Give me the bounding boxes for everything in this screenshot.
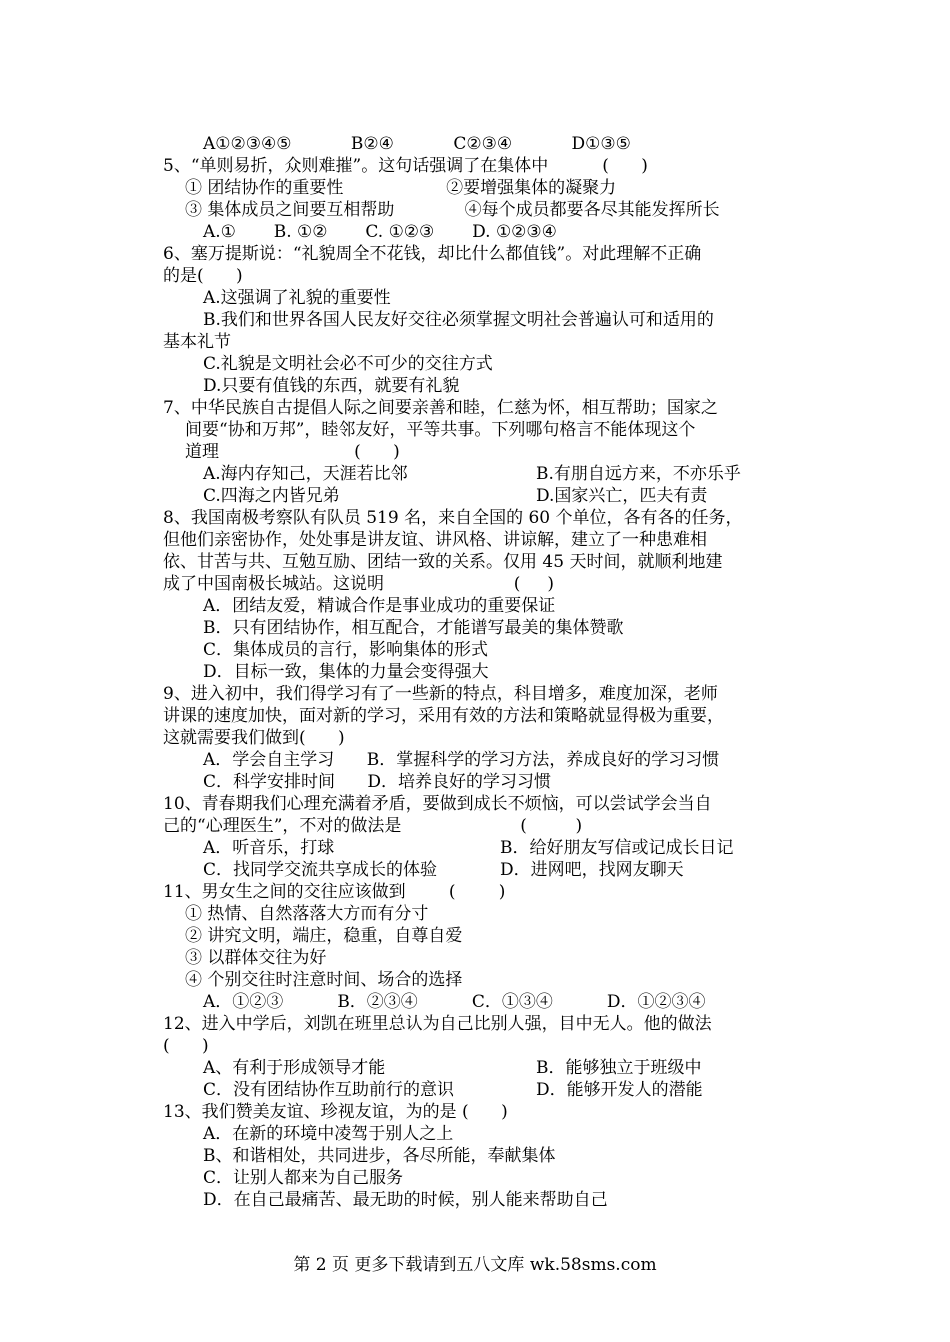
q10-option-a: A．听音乐，打球 [203,838,335,858]
q6-stem: 6、塞万提斯说：“礼貌周全不花钱，却比什么都值钱”。对此理解不正确 [163,244,702,264]
q8-stem-cont-3: 成了中国南极长城站。这说明 ( ) [163,574,554,594]
q8-stem-cont-2: 依、甘苦与共、互勉互励、团结一致的关系。仅用 45 天时间，就顺利地建 [163,552,723,572]
q6-stem-cont: 的是( ) [163,266,243,286]
q9-stem-cont: 讲课的速度加快，面对新的学习，采用有效的方法和策略就显得极为重要， [163,706,724,726]
q7-option-a: A.海内存知己，天涯若比邻 [203,464,408,484]
q4-options: A①②③④⑤ B②④ C②③④ D①③⑤ [203,134,631,154]
q10-stem: 10、青春期我们心理充满着矛盾，要做到成长不烦恼，可以尝试学会当自 [163,794,712,814]
q5-options: A.① B. ①② C. ①②③ D. ①②③④ [203,222,557,242]
q7-option-c: C.四海之内皆兄弟 [203,486,340,506]
q13-option-d: D．在自己最痛苦、最无助的时候，别人能来帮助自己 [203,1190,608,1210]
q12-stem-cont: ( ) [163,1036,209,1056]
q11-options: A．①②③ B．②③④ C．①③④ D．①②③④ [203,992,706,1012]
q11-statement-3: ③ 以群体交往为好 [185,948,327,968]
q11-statement-4: ④ 个别交往时注意时间、场合的选择 [185,970,463,990]
q6-option-b: B.我们和世界各国人民友好交往必须掌握文明社会普遍认可和适用的 [203,310,714,330]
q12-option-c: C．没有团结协作互助前行的意识 [203,1080,455,1100]
q8-stem-cont: 但他们亲密协作，处处事是讲友谊、讲风格、讲谅解，建立了一种患难相 [163,530,707,550]
q7-option-b: B.有朋自远方来，不亦乐乎 [536,464,741,484]
q8-stem: 8、我国南极考察队有队员 519 名，来自全国的 60 个单位，各有各的任务， [163,508,743,528]
q11-statement-2: ② 讲究文明，端庄，稳重，自尊自爱 [185,926,463,946]
q8-option-a: A．团结友爱，精诚合作是事业成功的重要保证 [203,596,556,616]
q7-stem-cont: 间要“协和万邦”，睦邻友好，平等共事。下列哪句格言不能体现这个 [185,420,696,440]
q10-option-d: D．进网吧，找网友聊天 [500,860,684,880]
q11-statement-1: ① 热情、自然落落大方而有分寸 [185,904,429,924]
q7-stem-cont-2: 道理 ( ) [185,442,400,462]
q10-option-c: C．找同学交流共享成长的体验 [203,860,438,880]
q12-option-b: B．能够独立于班级中 [536,1058,702,1078]
q5-stem: 5、“单则易折，众则难摧”。这句话强调了在集体中 ( ) [163,156,648,176]
q6-option-c: C.礼貌是文明社会必不可少的交往方式 [203,354,493,374]
q11-stem: 11、男女生之间的交往应该做到 ( ) [163,882,506,902]
q7-stem: 7、中华民族自古提倡人际之间要亲善和睦，仁慈为怀，相互帮助；国家之 [163,398,718,418]
q12-option-a: A、有利于形成领导才能 [203,1058,386,1078]
q6-option-d: D.只要有值钱的东西，就要有礼貌 [203,376,460,396]
q7-option-d: D.国家兴亡，匹夫有责 [536,486,708,506]
q6-option-b-cont: 基本礼节 [163,332,231,352]
q8-option-b: B．只有团结协作，相互配合，才能谱写最美的集体赞歌 [203,618,624,638]
q9-options-cd: C．科学安排时间 D．培养良好的学习习惯 [203,772,552,792]
q13-stem: 13、我们赞美友谊、珍视友谊，为的是 ( ) [163,1102,508,1122]
q9-stem-cont-2: 这就需要我们做到( ) [163,728,345,748]
page-footer: 第 2 页 更多下载请到五八文库 wk.58sms.com [293,1255,657,1275]
q10-option-b: B．给好朋友写信或记成长日记 [500,838,734,858]
q8-option-c: C．集体成员的言行，影响集体的形式 [203,640,489,660]
q9-options-ab: A．学会自主学习 B．掌握科学的学习方法，养成良好的学习习惯 [203,750,720,770]
q5-statements-2: ③ 集体成员之间要互相帮助 ④每个成员都要各尽其能发挥所长 [185,200,720,220]
q9-stem: 9、进入初中，我们得学习有了一些新的特点，科目增多，难度加深，老师 [163,684,718,704]
q5-statements-1: ① 团结协作的重要性 ②要增强集体的凝聚力 [185,178,617,198]
q13-option-a: A．在新的环境中凌驾于别人之上 [203,1124,454,1144]
q12-stem: 12、进入中学后，刘凯在班里总认为自己比别人强，目中无人。他的做法 [163,1014,712,1034]
q13-option-b: B、和谐相处，共同进步，各尽所能，奉献集体 [203,1146,556,1166]
q6-option-a: A.这强调了礼貌的重要性 [203,288,391,308]
q13-option-c: C．让别人都来为自己服务 [203,1168,404,1188]
q12-option-d: D．能够开发人的潜能 [536,1080,703,1100]
q8-option-d: D．目标一致，集体的力量会变得强大 [203,662,489,682]
q10-stem-cont: 己的“心理医生”，不对的做法是 ( ) [163,816,583,836]
